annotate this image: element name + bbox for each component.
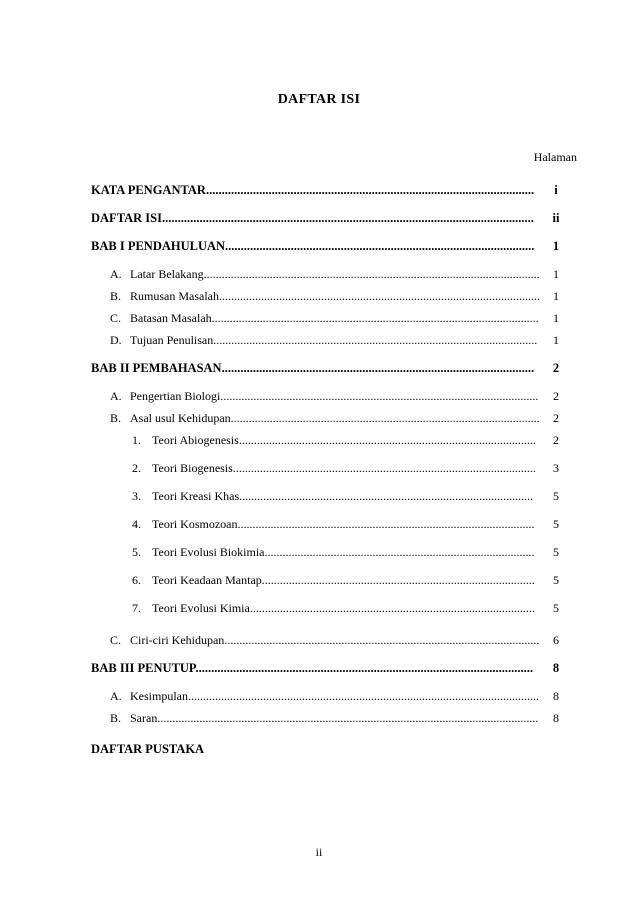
toc-entry-page: 1 <box>553 333 559 347</box>
toc-entry-label: BAB III PENUTUP <box>91 661 196 675</box>
dot-leader: .......................................................................................... <box>264 545 535 559</box>
dot-leader: ............................................................................................................ <box>195 661 533 675</box>
toc-entry-label: Ciri-ciri Kehidupan <box>130 633 225 647</box>
toc-entry <box>91 210 536 226</box>
page-number: ii <box>315 845 323 859</box>
toc-entry-label: Rumusan Masalah <box>130 289 219 303</box>
toc-entry-marker: B. <box>110 411 122 425</box>
toc-entry-label: Latar Belakang <box>130 267 204 281</box>
toc-entry-marker: C. <box>110 633 122 647</box>
toc-entry-page: 6 <box>553 633 559 647</box>
toc-entry-label: Teori Keadaan Mantap <box>152 573 262 587</box>
toc-entry <box>132 460 536 476</box>
dot-leader: .................................................................................................... <box>221 361 535 375</box>
toc-entry-label: BAB II PEMBAHASAN <box>91 361 222 375</box>
toc-entry-page: 5 <box>553 573 559 587</box>
toc-entry-marker: A. <box>110 267 122 281</box>
toc-entry-label: Batasan Masalah <box>130 311 212 325</box>
toc-entry-marker: A. <box>110 689 122 703</box>
toc-entry <box>132 572 536 588</box>
toc-entry <box>132 432 536 448</box>
toc-entry-label: Teori Kreasi Khas <box>152 489 240 503</box>
toc-entry-label: Teori Kosmozoan <box>152 517 238 531</box>
toc-entry-label: BAB I PENDAHULUAN <box>91 239 226 253</box>
toc-entry-label: KATA PENGANTAR <box>91 183 206 197</box>
toc-entry-page: 3 <box>553 461 559 475</box>
dot-leader: ................................................................................................... <box>237 517 535 531</box>
dot-leader: ................................................................................................... <box>225 239 535 253</box>
dot-leader: ............................................................................................................ <box>213 333 538 347</box>
toc-entry-page: 8 <box>553 689 559 703</box>
dot-leader: ............................................................................................................. <box>211 311 539 325</box>
toc-entry-marker: 1. <box>132 433 141 447</box>
toc-entry <box>110 332 540 348</box>
toc-entry-marker: 5. <box>132 545 141 559</box>
dot-leader: ............................................................................................... <box>249 601 535 615</box>
toc-entry-label: Kesimpulan <box>130 689 188 703</box>
toc-entry-marker: C. <box>110 311 122 325</box>
toc-entry-page: 1 <box>553 289 559 303</box>
page-title: DAFTAR ISI <box>277 92 361 107</box>
toc-entry-label: Teori Evolusi Kimia <box>152 601 250 615</box>
toc-entry <box>110 410 540 426</box>
dot-leader: ................................................................................................... <box>238 433 536 447</box>
toc-entry-page: 8 <box>553 711 559 725</box>
toc-entry-page: 1 <box>552 239 560 253</box>
toc-entry <box>110 688 540 704</box>
dot-leader: ..................................................................................................................... <box>188 689 539 703</box>
dot-leader: ..................................................................................................... <box>232 461 536 475</box>
toc-entry <box>110 388 540 404</box>
dot-leader: ........................................................................................................... <box>219 289 540 303</box>
toc-entry-marker: 7. <box>132 601 141 615</box>
toc-entry-marker: 6. <box>132 573 141 587</box>
toc-entry <box>91 741 204 757</box>
toc-entry-label: Teori Evolusi Biokimia <box>152 545 265 559</box>
toc-entry-label: Tujuan Penulisan <box>130 333 214 347</box>
toc-entry-marker: 4. <box>132 517 141 531</box>
toc-entry-marker: B. <box>110 289 122 303</box>
toc-entry <box>110 266 540 282</box>
toc-entry-page: 2 <box>552 361 560 375</box>
toc-entry-label: Asal usul Kehidupan <box>130 411 231 425</box>
toc-entry-page: 2 <box>553 411 559 425</box>
toc-entry-label: Teori Biogenesis <box>152 461 233 475</box>
dot-leader: ............................................................................................................................... <box>157 711 539 725</box>
toc-entry-marker: A. <box>110 389 122 403</box>
dot-leader: ....................................................................................................... <box>230 411 540 425</box>
toc-entry-marker: 3. <box>132 489 141 503</box>
dot-leader: .......................................................................................................... <box>220 389 539 403</box>
toc-entry-label: DAFTAR ISI <box>91 211 162 225</box>
toc-entry <box>91 182 536 198</box>
dot-leader: ......................................................................................................... <box>205 183 535 197</box>
toc-entry <box>110 310 540 326</box>
toc-entry-page: 5 <box>553 489 559 503</box>
toc-entry <box>91 238 536 254</box>
toc-entry-marker: 2. <box>132 461 141 475</box>
toc-entry-page: 5 <box>553 517 559 531</box>
toc-entry-marker: B. <box>110 711 122 725</box>
toc-entry <box>132 600 536 616</box>
toc-entry-page: 5 <box>553 601 559 615</box>
toc-entry-label: Saran <box>130 711 158 725</box>
toc-entry-label: Pengertian Biologi <box>130 389 221 403</box>
toc-entry <box>91 660 536 676</box>
toc-entry-page: 2 <box>553 433 559 447</box>
dot-leader: .................................................................................................. <box>239 489 534 503</box>
toc-entry-label: DAFTAR PUSTAKA <box>91 742 205 756</box>
toc-entry-label: Teori Abiogenesis <box>152 433 239 447</box>
toc-entry-page: 5 <box>553 545 559 559</box>
toc-entry <box>132 544 536 560</box>
toc-entry-page: 8 <box>552 661 560 675</box>
toc-entry <box>132 488 536 504</box>
toc-entry-marker: D. <box>110 333 122 347</box>
toc-entry-page: 1 <box>553 267 559 281</box>
toc-entry-page: 2 <box>553 389 559 403</box>
halaman-label: Halaman <box>533 150 577 164</box>
toc-entry-page: 1 <box>553 311 559 325</box>
toc-entry-page: ii <box>552 211 560 225</box>
toc-entry-page: i <box>554 183 558 197</box>
toc-entry <box>91 360 536 376</box>
toc-entry <box>110 710 540 726</box>
toc-entry <box>110 288 540 304</box>
toc-entry <box>110 632 540 648</box>
dot-leader: ....................................................................................................................... <box>161 211 534 225</box>
dot-leader: ........................................................................................... <box>261 573 535 587</box>
toc-entry <box>132 516 536 532</box>
dot-leader: ................................................................................................................ <box>203 267 540 281</box>
dot-leader: ......................................................................................................... <box>224 633 540 647</box>
